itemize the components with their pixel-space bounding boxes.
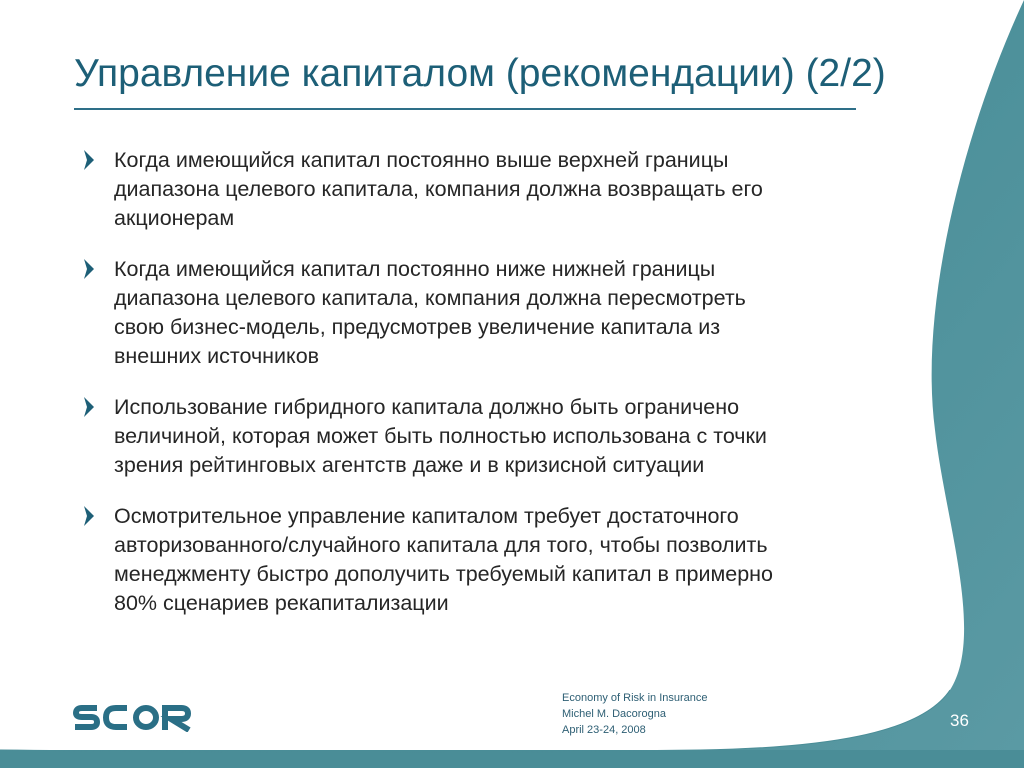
bullet-list: [78, 146, 898, 640]
chevron-right-icon: [82, 397, 96, 417]
slide-title: Управление капиталом (рекомендации) (2/2): [74, 52, 886, 95]
bullet-item: [78, 393, 898, 480]
bullet-item: [78, 255, 898, 371]
footer-date: April 23-24, 2008: [562, 724, 646, 736]
footer-info: [562, 690, 708, 738]
scor-logo: [72, 700, 202, 732]
chevron-right-icon: [82, 259, 96, 279]
title-underline: [74, 108, 856, 110]
chevron-right-icon: [82, 150, 96, 170]
bullet-text: Когда имеющийся капитал постоянно выше верхней границы диапазона целевого капитала, компания должна возвращать его акционерам: [114, 148, 763, 230]
page-number: 36: [950, 711, 969, 730]
chevron-right-icon: [82, 506, 96, 526]
bullet-item: [78, 502, 898, 618]
bullet-text: Использование гибридного капитала должно быть ограничено величиной, которая может быть полностью использована с точки зрения рейтинговых агентств даже и в кризисной ситуации: [114, 395, 767, 477]
bullet-text: Когда имеющийся капитал постоянно ниже нижней границы диапазона целевого капитала, компания должна пересмотреть свою бизнес-модель, предусмотрев увеличение капитала из внешних источников: [114, 257, 746, 368]
footer-author: Michel M. Dacorogna: [562, 708, 666, 720]
footer-conference: Economy of Risk in Insurance: [562, 692, 708, 704]
bullet-item: [78, 146, 898, 233]
bullet-text: Осмотрительное управление капиталом требует достаточного авторизованного/случайного капитала для того, чтобы позволить менеджменту быстро дополучить требуемый капитал в примерно 80% сценариев рекапитализации: [114, 504, 774, 615]
